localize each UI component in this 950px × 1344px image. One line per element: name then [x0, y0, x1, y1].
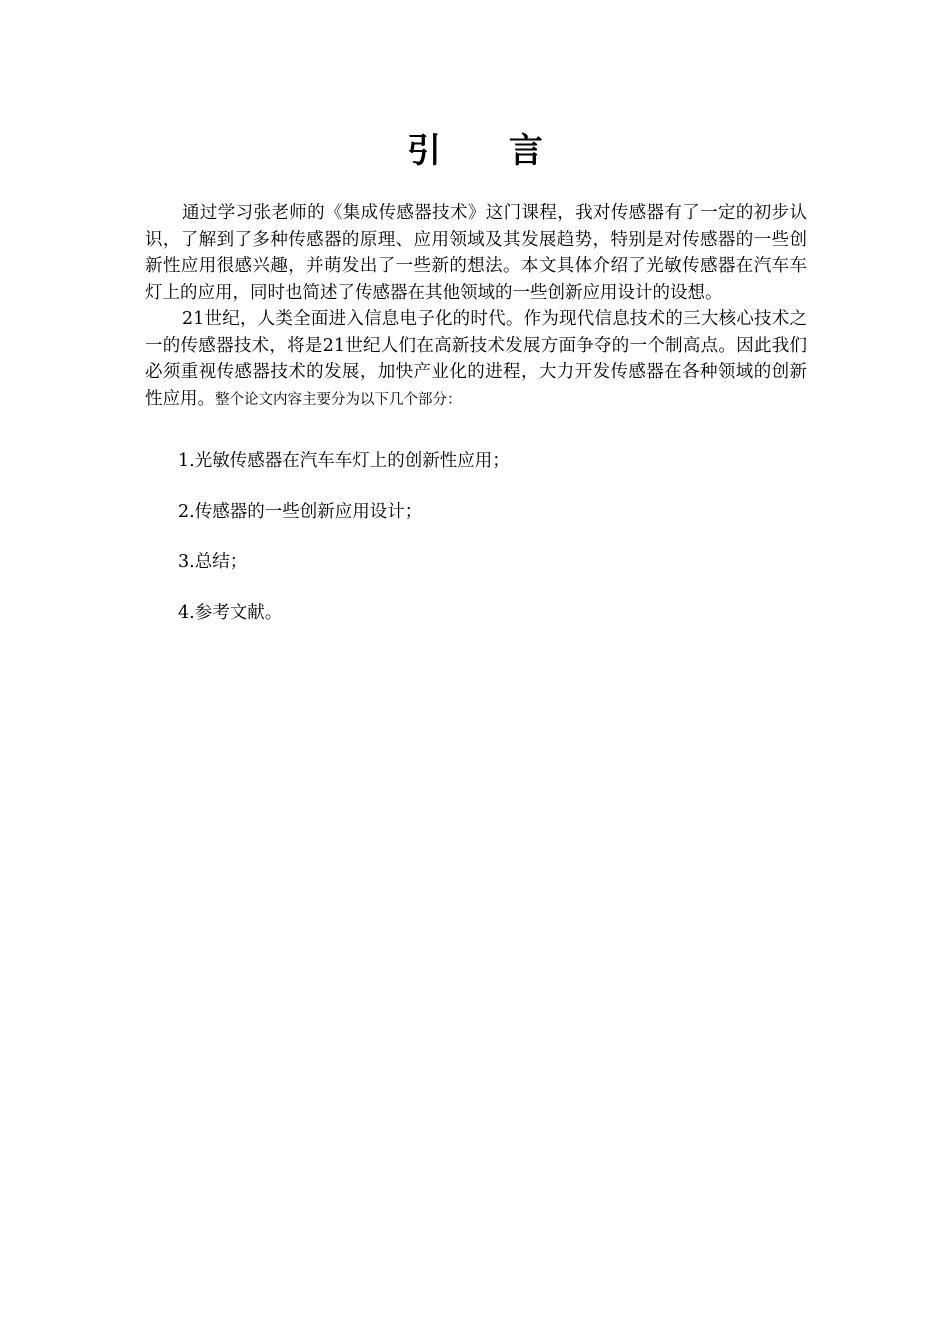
section-list — [178, 448, 798, 650]
list-item: 4.参考文献。 — [178, 602, 283, 623]
list-item: 2.传感器的一些创新应用设计； — [178, 501, 423, 522]
paragraph-2-text: 21世纪，人类全面进入信息电子化的时代。作为现代信息技术的三大核心技术之一的传感器技术，将是21世纪人们在高新技术发展方面争夺的一个制高点。因此我们必须重视传感器技术的发展，加快产业化的进程，大力开发传感器在各种领域的创新性应用。 — [145, 309, 807, 409]
list-item: 3.总结； — [178, 552, 248, 572]
page-title: 引 言 — [407, 131, 571, 171]
paragraph-2 — [145, 306, 807, 413]
list-item: 1.光敏传感器在汽车车灯上的创新性应用； — [178, 451, 510, 471]
intro-body — [145, 200, 807, 413]
paragraph-1 — [145, 200, 807, 306]
paragraph-2-tail: 整个论文内容主要分为以下几个部分： — [215, 391, 462, 408]
paragraph-1-text: 通过学习张老师的《集成传感器技术》这门课程，我对传感器有了一定的初步认识，了解到了多种传感器的原理、应用领域及其发展趋势，特别是对传感器的一些创新性应用很感兴趣，并萌发出了一些新的想法。本文具体介绍了光敏传感器在汽车车灯上的应用，同时也简述了传感器在其他领域的一些创新应用设计的设想。 — [145, 203, 807, 303]
